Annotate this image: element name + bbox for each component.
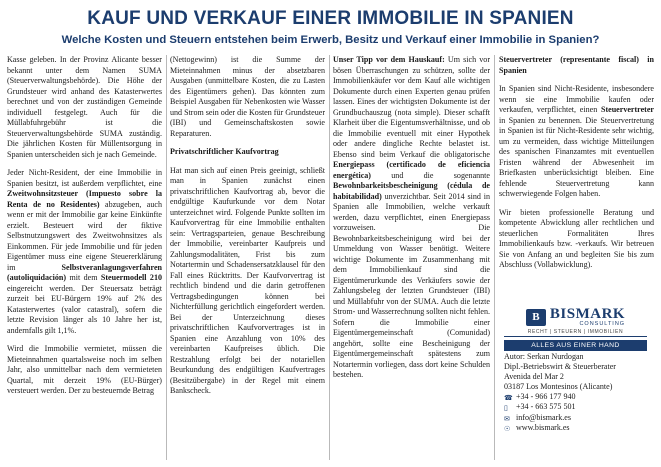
paragraph: Hat man sich auf einen Preis geeinigt, schließt man in Spanien zunächst einen privatschriftlichen Kaufvortrag ab, bevor die endgültige Kaufurkunde vor dem Notar unterzeichnet wird. Folgende Punkte sollten im Kaufvorvertrag für eine Immobilie enthalten sein: Vertragsparteien, genaue Beschreibung der Immobilie, vereinbarter Kaufpreis und Zahlungsmodalitäten, Frist bis zum Notartermin und Schadensersatzklausel für den Fall eines Rücktritts. Der Kaufvorvertrag ist rechtlich bindend und die darin getroffenen Vertragsbedingungen können bei Nichterfüllung gerichtlich eingefordert werden. Bei der Unterzeichnung dieses privatschriftlichen Kaufvorvertrages ist in Spanien eine Anzahlung von 10% des vereinbarten Kaufpreises üblich. Die Restzahlung erfolgt bei der notariellen Beurkundung des endgültigen Kaufvertrages (Besitzübergabe) in der Regel mit einem Bankscheck. bbox=[170, 165, 325, 395]
website-link[interactable]: www.bismark.es bbox=[516, 422, 570, 432]
mobile-icon: ▯ bbox=[504, 404, 508, 413]
paragraph bbox=[7, 168, 162, 336]
text-run: eingereicht werden. Der Steuersatz beträgt zurzeit bei EU-Bürgern 19% auf 2% des Katasterwertes (valor catastral), sofern die letzte Revision länger als 10 Jahre her ist, andernfalls gilt 1,1%. bbox=[7, 283, 162, 335]
page-subtitle: Welche Kosten und Steuern entstehen beim Erwerb, Besitz und Verkauf einer Immobilie in Spanien? bbox=[61, 34, 600, 46]
text-run: unverzichtbar. Seit 2014 sind in Spanien alle Immobilien, welche verkauft werden, dazu verpflichtet, einen Energiepass vorzuweisen. Die Bewohnbarkeitsbescheinigung wird bei der Ummeldung von Wasser benötigt. Weitere wichtige Dokumente im Zusammenhang mit dem Immobilienkauf sind die Eigentümerurkunde des Verkäufers sowie der Zahlungsbeleg der letzten Grundsteuer (IBI) und Müllabfuhr von der SUMA. Auch die letzte Strom- und Wasserrechnung sollten nicht fehlen. Sofern die Immobilie einer Eigentümergemeinschaft (Comunidad) angehört, sollte eine Bescheinigung der Eigentümergemeinschaft spätestens zum Notartermin vorliegen, dass dort keine Schulden bestehen. bbox=[333, 191, 490, 379]
logo-wordmark bbox=[550, 307, 625, 327]
phone-line bbox=[504, 392, 654, 402]
logo-mark-icon bbox=[526, 309, 546, 326]
text-run: Um sich vor bösen Überraschungen zu schützen, sollte der Immobilienkäufer vor dem Kauf alle wichtigen Dokumente durch einen Experten genau prüfen lassen. Eines der wichtigsten Dokumente ist der Grundbuchauszug (nota simple). Dieser schafft Klarheit über die Eigentumsverhältnisse, und ob die Immobilie eventuell mit einer Hypothek oder andere dingliche Rechte belastet ist. Ebenso sind beim Verkauf die obligatorische bbox=[333, 55, 491, 159]
mobile-number: +34 - 663 575 501 bbox=[516, 402, 576, 412]
emphasis-tax-term: Zweitwohnsitzsteuer (Impuesto sobre la Renta de no Residentes) bbox=[7, 189, 162, 209]
bismark-logo bbox=[504, 307, 647, 351]
contact-block bbox=[504, 352, 654, 433]
article-column-2 bbox=[170, 55, 325, 405]
email-line bbox=[504, 413, 654, 423]
column-divider bbox=[329, 55, 330, 460]
page-title: KAUF UND VERKAUF EINER IMMOBILIE IN SPANIEN bbox=[87, 8, 574, 29]
text-run: In Spanien sind Nicht-Residente, insbesondere wenn sie eine Immobilie kaufen oder verkaufen, verpflichtet, einen bbox=[499, 84, 654, 114]
street-line: Avenida del Mar 2 bbox=[504, 372, 564, 382]
logo-banner: ALLES AUS EINER HAND bbox=[504, 340, 647, 351]
email-address[interactable]: info@bismark.es bbox=[516, 412, 572, 422]
web-line bbox=[504, 423, 654, 433]
article-column-4 bbox=[499, 55, 654, 279]
logo-row bbox=[504, 307, 647, 327]
paragraph: Wird die Immobilie vermietet, müssen die Mieteinnahmen quartalsweise noch im selben Jahr, also unmittelbar nach dem vermieteten Quartal, mit derzeit 19% (EU-Bürger) versteuert werden. Der zu besteuernde Betrag bbox=[7, 344, 162, 395]
emphasis-tax-term: Steuermodell 210 bbox=[100, 273, 162, 282]
paragraph bbox=[333, 55, 490, 381]
text-run: in Spanien zu benennen. Die Steuervertretung in Spanien ist für Nicht-Residente sehr wichtig, um zu vermeiden, dass wichtige Mitteilungen des spanischen Finanzamtes mit eventuellen Fristen während der Abwesenheit im Briefkasten unberücksichtigt bleiben. Eine fehlende Steuervertretung kann schwerwiegende Folgen haben. bbox=[499, 115, 654, 198]
column-divider bbox=[494, 55, 495, 460]
emphasis-term: Steuervertreter bbox=[600, 105, 654, 114]
paragraph: Wir bieten professionelle Beratung und kompetente Abwicklung aller rechtlichen und steuerlichen Formalitäten Ihres Immobilienkaufs bzw. -verkaufs. Wir betreuen Sie von Anfang an und begleiten Sie bis zum Abschluss (Vollabwicklung). bbox=[499, 207, 654, 269]
emphasis-term: Bewohnbarkeitsbescheinigung (cédula de habitabilidad) bbox=[333, 181, 490, 201]
tip-lead: Unser Tipp vor dem Hauskauf: bbox=[333, 55, 445, 64]
email-icon: ✉ bbox=[504, 414, 510, 423]
paragraph bbox=[499, 84, 654, 200]
section-heading: Privatschriftlicher Kaufvortrag bbox=[170, 147, 279, 156]
emphasis-term: Energiepass (certificado de eficiencia energética) bbox=[333, 160, 490, 180]
paragraph: Kasse geleben. In der Provinz Alicante besser bekannt unter dem Namen SUMA (Steuerverwaltungsbehörde). Die Höhe der Grundsteuer wird anhand des Katasterwertes berechnet und von der zuständigen Gemeinde individuell festgelegt. Auch für die Müllabfuhrgebühr ist die Steuerverwaltungsbehörde SUMA zuständig. Die jährlichen Kosten für Müllentsorgung in Spanien unterscheiden sich je nach Gemeinde. bbox=[7, 55, 162, 159]
column-divider bbox=[166, 55, 167, 460]
web-icon: ☉ bbox=[504, 424, 511, 433]
paragraph: (Nettogewinn) ist die Summe der Mieteinnahmen minus der absetzbaren Ausgaben (unmittelbare Kosten, die zu Lasten des Eigentümers gehen). Das könnten zum Beispiel Ausgaben für Nebenkosten wie Wasser und Strom sein oder die Kosten für Grundsteuer (IBI) und Gemeinschaftskosten sowie Reparaturen. bbox=[170, 55, 325, 138]
city-line: 03187 Los Montesinos (Alicante) bbox=[504, 382, 613, 392]
logo-tagline: RECHT | STEUERN | IMMOBILIEN bbox=[504, 329, 647, 337]
text-run: abzugeben, auch wenn er mit der Immobilie gar keine Einkünfte erzielt. Besteuert wird der fiktive Selbstnutzungswert des Zweitwohnsitzes als Einkommen. Für jede Immobilie und für jeden Eigentümer muss eine eigene Steuererklärung im bbox=[7, 199, 162, 272]
logo-mark-letter: B bbox=[532, 311, 540, 323]
emphasis-tax-term: Selbstveranlagungsverfahren (autoliquidación) bbox=[7, 262, 162, 282]
section-heading: Steuervertreter (representante fiscal) in Spanien bbox=[499, 55, 654, 75]
author-line: Autor: Serkan Nurdogan bbox=[504, 352, 584, 361]
article-column-1 bbox=[7, 55, 162, 405]
logo-subtitle: CONSULTING bbox=[579, 321, 626, 327]
role-line: Dipl.-Betriebswirt & Steuerberater bbox=[504, 362, 616, 372]
logo-brand: BISMARK bbox=[549, 306, 626, 322]
text-run: mit dem bbox=[66, 273, 101, 282]
article-column-3 bbox=[333, 55, 490, 389]
text-run: Jeder Nicht-Resident, der eine Immobilie in Spanien besitzt, ist außerdem verpflichtet, eine bbox=[7, 168, 162, 188]
phone-icon: ☎ bbox=[504, 394, 513, 403]
phone-number: +34 - 966 177 940 bbox=[516, 392, 576, 402]
text-run: und die sogenannte bbox=[370, 170, 490, 180]
mobile-line bbox=[504, 402, 654, 412]
